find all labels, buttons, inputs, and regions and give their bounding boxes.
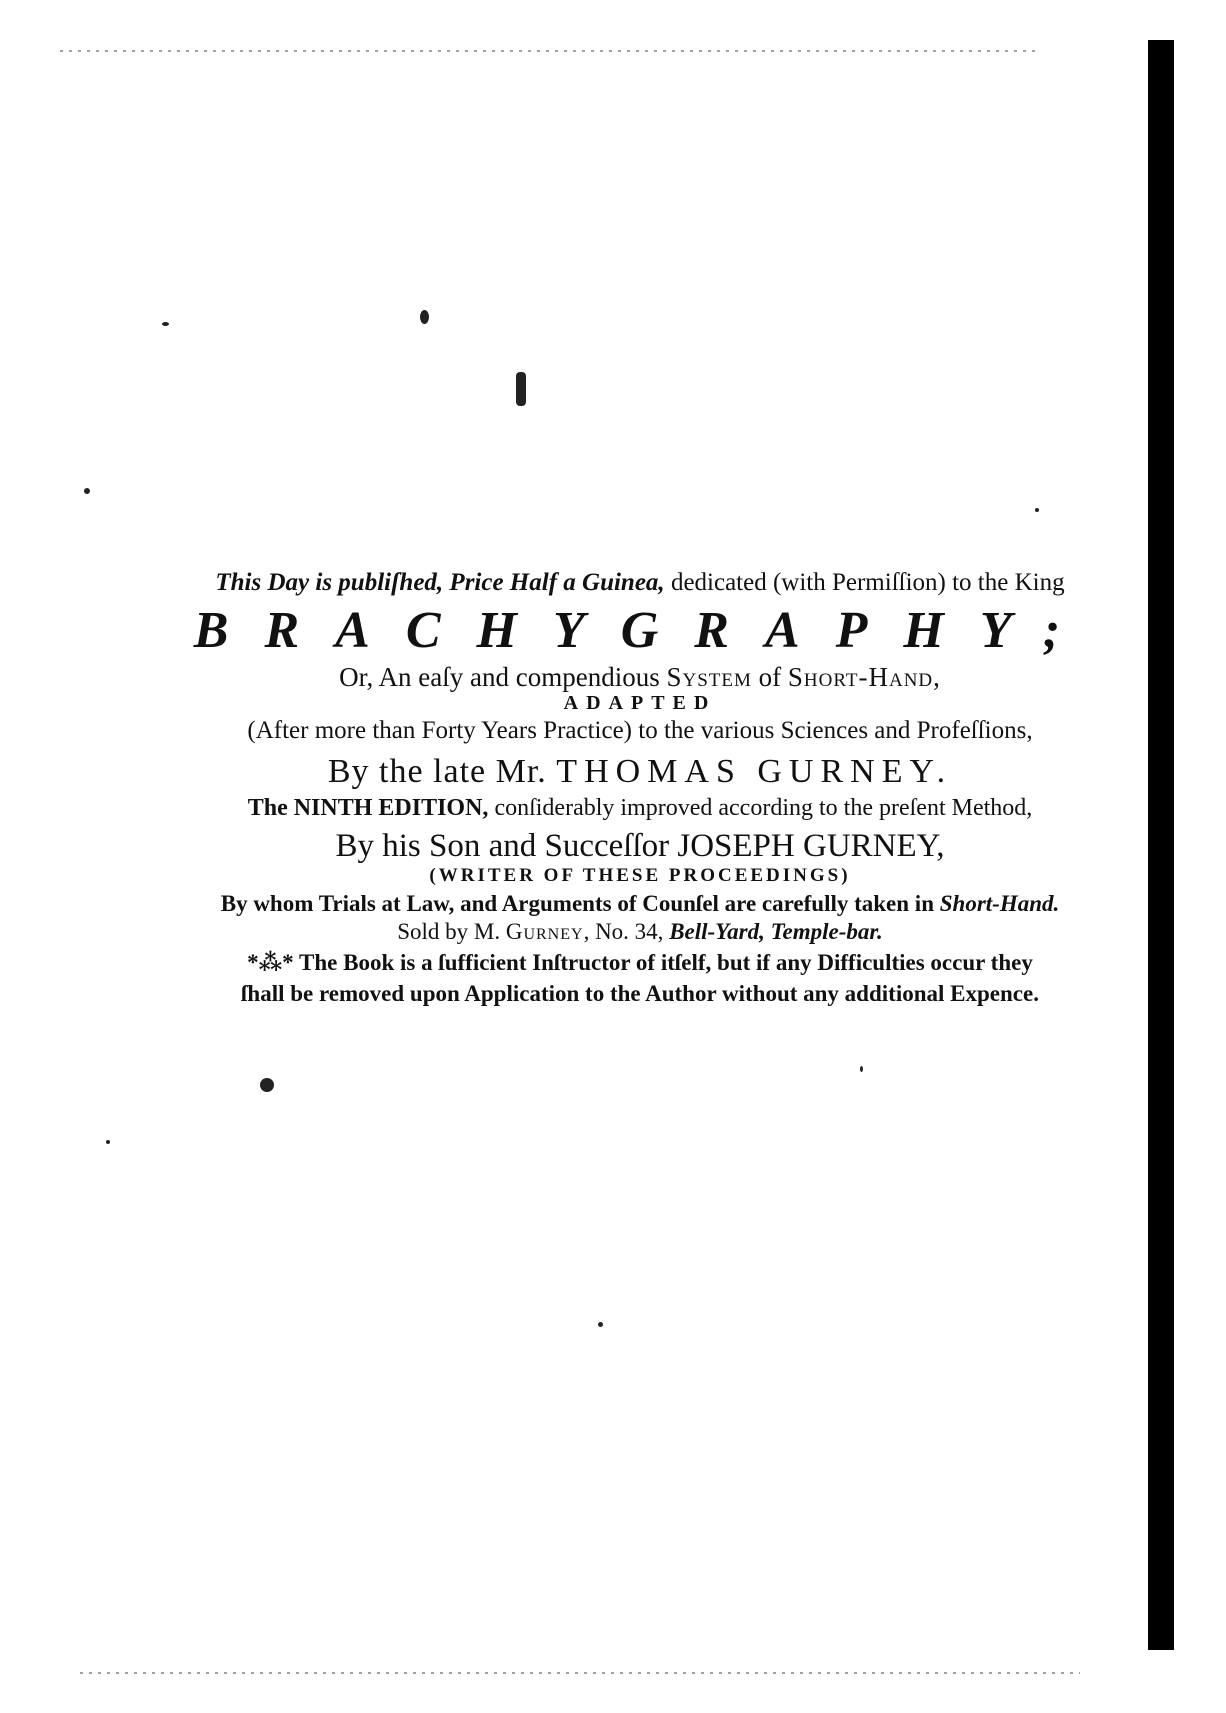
- sold-place: Bell-Yard, Temple-bar.: [669, 919, 883, 945]
- whom-italic: Short-Hand.: [939, 890, 1060, 916]
- ink-speck: [598, 1322, 603, 1327]
- subtitle-shorthand: Short-Hand,: [787, 661, 941, 692]
- sold-pre: Sold by M.: [397, 919, 506, 945]
- note-line-1: *⁂* The Book is a ſufficient Inſtructor of itſelf, but if any Difficulties occur they: [247, 950, 1033, 976]
- ad-intro-italic: This Day is publiſhed, Price Half a Guinea,: [215, 569, 665, 596]
- edition-bold: The NINTH EDITION,: [247, 795, 489, 822]
- sold-line: [160, 920, 1120, 944]
- whom-line: [160, 892, 1120, 916]
- ink-speck: [162, 322, 169, 326]
- advertisement: [160, 560, 1120, 1007]
- sold-mid: , No. 34,: [583, 919, 670, 945]
- edition-line: [160, 796, 1120, 821]
- subtitle-pre: Or, An eaſy and compendious: [339, 661, 667, 692]
- adapted-line: ADAPTED: [563, 692, 717, 715]
- binding-edge: [1148, 40, 1174, 1650]
- edition-rest: conſiderably improved according to the preſent Method,: [488, 795, 1033, 822]
- ad-intro-line: [160, 570, 1120, 596]
- after-line: (After more than Forty Years Practice) to the various Sciences and Profeſſions,: [247, 717, 1033, 745]
- book-title: BRACHYGRAPHY;: [193, 602, 1097, 660]
- author-line: [160, 754, 1120, 790]
- ink-speck: [420, 310, 429, 324]
- ink-speck: [106, 1140, 110, 1144]
- scan-noise-top: [60, 50, 1040, 52]
- ink-speck: [260, 1078, 274, 1092]
- scan-noise-bottom: [80, 1672, 1080, 1674]
- whom-pre: By whom Trials at Law, and Arguments of Counſel are carefully taken in: [220, 890, 940, 916]
- subtitle-of: of: [751, 661, 788, 692]
- ink-speck: [84, 488, 90, 494]
- writer-line: (WRITER OF THESE PROCEEDINGS): [429, 864, 851, 886]
- note-line-2: ſhall be removed upon Application to the Author without any additional Expence.: [241, 981, 1039, 1007]
- book-subtitle: [160, 663, 1120, 691]
- ad-intro-rest: dedicated (with Permiſſion) to the King: [664, 569, 1065, 596]
- author-pre: By the late Mr.: [327, 753, 557, 791]
- author-name: THOMAS GURNEY.: [556, 753, 953, 791]
- ink-speck: [860, 1066, 863, 1072]
- successor-line: By his Son and Succeſſor JOSEPH GURNEY,: [335, 828, 945, 865]
- sold-name: Gurney: [505, 919, 584, 945]
- subtitle-system: System: [666, 661, 752, 692]
- ink-speck: [516, 372, 526, 406]
- ink-speck: [1035, 508, 1039, 512]
